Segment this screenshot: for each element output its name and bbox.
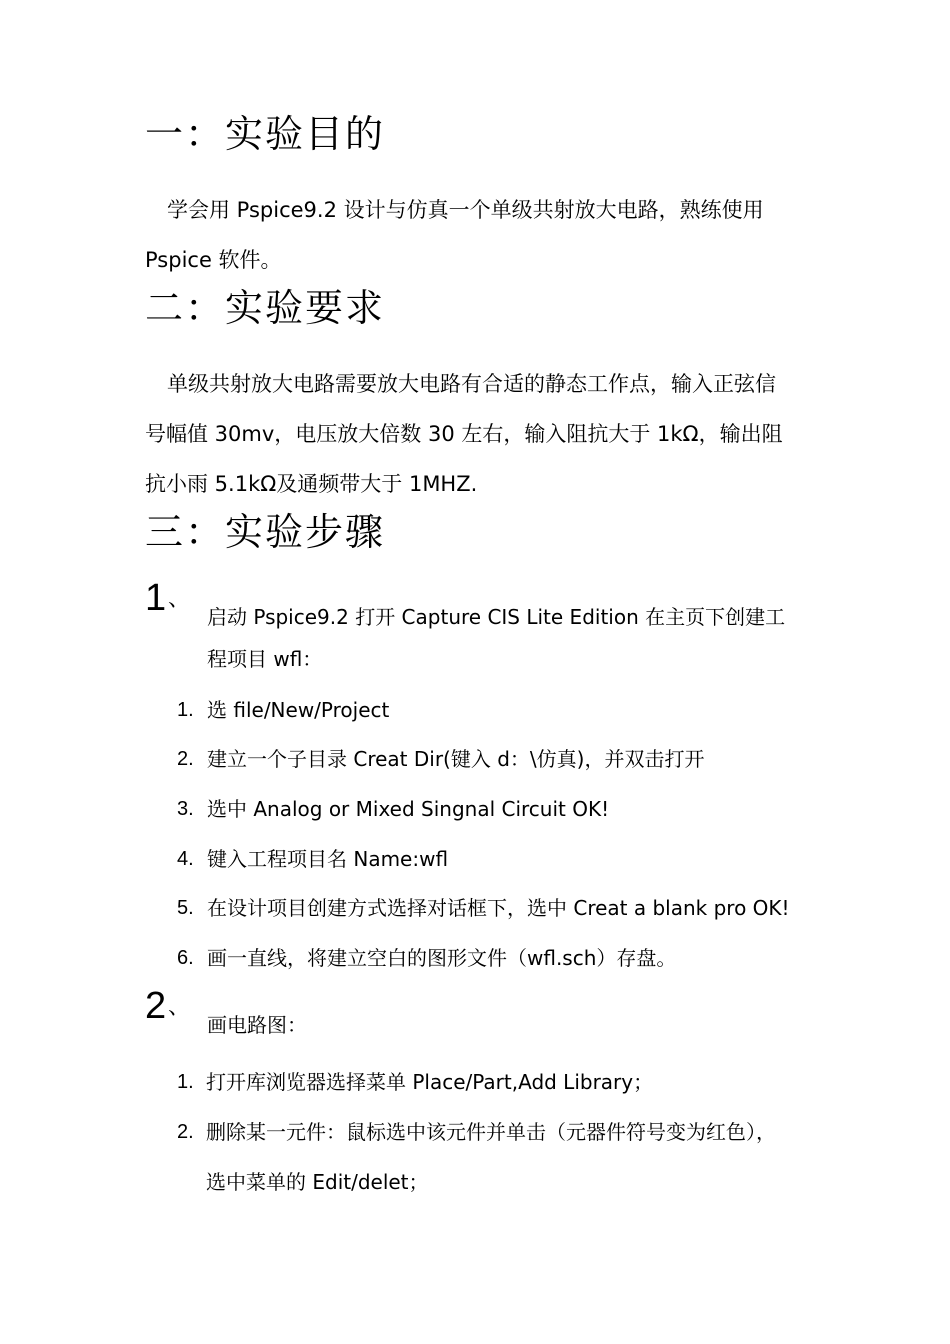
step-1-item-6-number: 6. <box>177 947 194 969</box>
step-2-item-1-text: 打开库浏览器选择菜单 Place/Part,Add Library； <box>206 1070 654 1094</box>
step-2-title-line-1: 画电路图： <box>207 1013 307 1037</box>
step-1-number: 1 <box>145 577 167 619</box>
step-1-item-1-number: 1. <box>177 699 194 721</box>
step-1-item-2-number: 2. <box>177 748 194 770</box>
step-2-item-2-text-line-2: 选中菜单的 Edit/delet； <box>206 1170 429 1194</box>
step-1-item-4-number: 4. <box>177 848 194 870</box>
step-1-title-line-2: 程项目 wfl： <box>207 647 323 671</box>
section-2-heading: 二：实验要求 <box>145 286 386 330</box>
step-2-item-2-text-line-1: 删除某一元件：鼠标选中该元件并单击（元器件符号变为红色）， <box>206 1120 776 1144</box>
step-1-item-1-text: 选 file/New/Project <box>207 698 390 722</box>
step-1-title-line-1: 启动 Pspice9.2 打开 Capture CIS Lite Edition 在主页下创建工 <box>207 605 786 629</box>
step-1-mark: 、 <box>168 587 191 612</box>
section-2-line-2: 号幅值 30mv，电压放大倍数 30 左右，输入阻抗大于 1kΩ，输出阻 <box>145 422 783 446</box>
step-2-item-2-number: 2. <box>177 1121 194 1143</box>
section-3-heading: 三：实验步骤 <box>145 510 386 554</box>
step-2-number: 2 <box>145 985 167 1027</box>
step-1-item-6-text: 画一直线，将建立空白的图形文件（wfl.sch）存盘。 <box>207 946 677 970</box>
step-1-item-5-text: 在设计项目创建方式选择对话框下，选中 Creat a blank pro OK! <box>207 896 790 920</box>
step-1-item-3-text: 选中 Analog or Mixed Singnal Circuit OK! <box>207 797 610 821</box>
section-1-heading: 一：实验目的 <box>145 112 386 156</box>
step-1-item-3-number: 3. <box>177 798 194 820</box>
section-2-line-1: 单级共射放大电路需要放大电路有合适的静态工作点，输入正弦信 <box>167 372 776 396</box>
step-2-mark: 、 <box>168 995 191 1020</box>
step-1-item-4-text: 键入工程项目名 Name:wfl <box>207 847 449 871</box>
step-1-item-5-number: 5. <box>177 897 194 919</box>
step-1-item-2-text: 建立一个子目录 Creat Dir(键入 d：\仿真)，并双击打开 <box>207 747 705 771</box>
section-2-line-3: 抗小雨 5.1kΩ及通频带大于 1MHZ. <box>145 472 478 496</box>
step-2-item-1-number: 1. <box>177 1071 194 1093</box>
section-1-line-1: 学会用 Pspice9.2 设计与仿真一个单级共射放大电路，熟练使用 <box>167 198 764 222</box>
section-1-line-2: Pspice 软件。 <box>145 248 282 272</box>
